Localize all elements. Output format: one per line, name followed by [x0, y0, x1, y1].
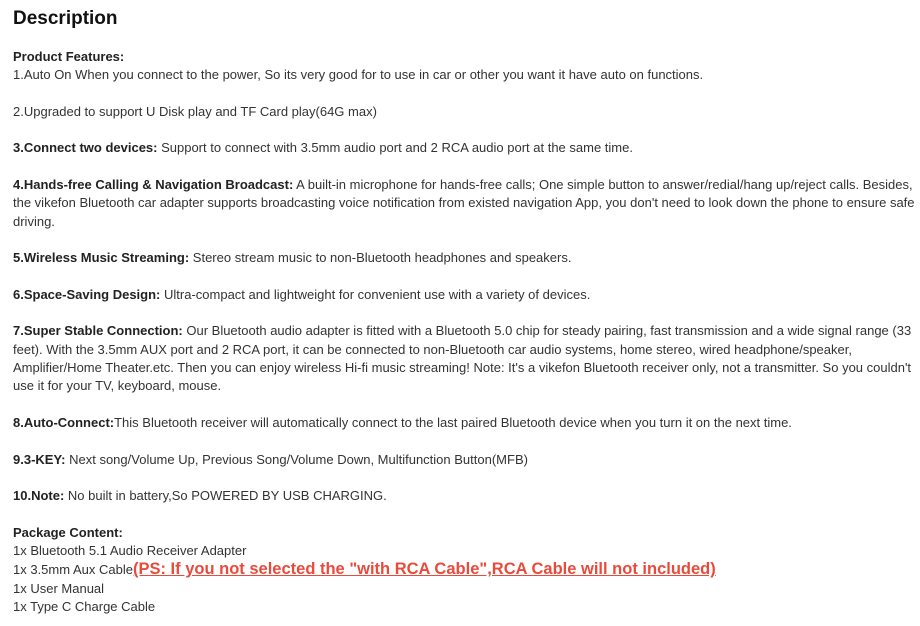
- feature-item: [13, 103, 918, 121]
- feature-lead: 8.Auto-Connect:: [13, 414, 115, 430]
- feature-lead: 4.Hands-free Calling & Navigation Broadcast:: [13, 177, 294, 193]
- feature-text: Stereo stream music to non-Bluetooth headphones and speakers.: [189, 250, 572, 266]
- feature-text: This Bluetooth receiver will automatically connect to the last paired Bluetooth device when you turn it on the next time.: [114, 414, 792, 430]
- package-heading: Package Content:: [13, 524, 123, 540]
- feature-item: [13, 286, 918, 304]
- package-item: 1x Type C Charge Cable: [13, 598, 156, 614]
- package-section: [13, 524, 918, 616]
- feature-item: [13, 176, 918, 231]
- feature-lead: 5.Wireless Music Streaming:: [13, 250, 190, 266]
- rca-cable-note: (PS: If you not selected the "with RCA Cable",RCA Cable will not included): [132, 560, 716, 579]
- feature-text: Ultra-compact and lightweight for convenient use with a variety of devices.: [160, 286, 591, 302]
- feature-text: No built in battery,So POWERED BY USB CHARGING.: [64, 488, 387, 504]
- feature-text: 2.Upgraded to support U Disk play and TF Card play(64G max): [13, 103, 377, 119]
- feature-lead: 9.3-KEY:: [13, 451, 66, 467]
- feature-text: 1.Auto On When you connect to the power, So its very good for to use in car or other you want it have auto on functions.: [13, 67, 704, 83]
- feature-text: Next song/Volume Up, Previous Song/Volume Down, Multifunction Button(MFB): [65, 451, 528, 467]
- feature-item: [13, 322, 918, 395]
- package-item: 1x Bluetooth 5.1 Audio Receiver Adapter: [13, 543, 247, 559]
- description-body: [13, 48, 918, 616]
- feature-text: A built-in microphone for hands-free calls; One simple button to answer/redial/hang up/reject calls. Besides, the vikefon Bluetooth car adapter supports broadcasting voice notification from existed navigation App, you don't need to look down the phone to ensure safe driving.: [13, 177, 915, 229]
- feature-item: [13, 487, 918, 505]
- package-item: 1x User Manual: [13, 580, 105, 596]
- feature-item: [13, 139, 918, 157]
- feature-text: Support to connect with 3.5mm audio port and 2 RCA audio port at the same time.: [157, 140, 633, 156]
- package-item: [13, 560, 918, 579]
- feature-item: [13, 414, 918, 432]
- features-section: [13, 48, 918, 85]
- feature-item: [13, 249, 918, 267]
- feature-item: [13, 451, 918, 469]
- page-title: Description: [13, 8, 118, 29]
- package-item-text: 1x 3.5mm Aux Cable: [13, 562, 133, 578]
- feature-text: Our Bluetooth audio adapter is fitted with a Bluetooth 5.0 chip for steady pairing, fast transmission and a wide signal range (33 feet). With the 3.5mm AUX port and 2 RCA port, it can be connected to non-Bluetooth car audio systems, home stereo, wired headphone/speaker, Amplifier/Home Theater.etc. Then you can enjoy wireless Hi-fi music streaming! Note: It's a vikefon Bluetooth receiver only, not a transmitter. So you couldn't use it for your TV, keyboard, mouse.: [13, 323, 912, 394]
- features-heading: Product Features:: [13, 49, 125, 64]
- feature-lead: 7.Super Stable Connection:: [13, 323, 183, 339]
- feature-lead: 10.Note:: [13, 488, 65, 504]
- feature-lead: 3.Connect two devices:: [13, 140, 158, 156]
- feature-lead: 6.Space-Saving Design:: [13, 286, 161, 302]
